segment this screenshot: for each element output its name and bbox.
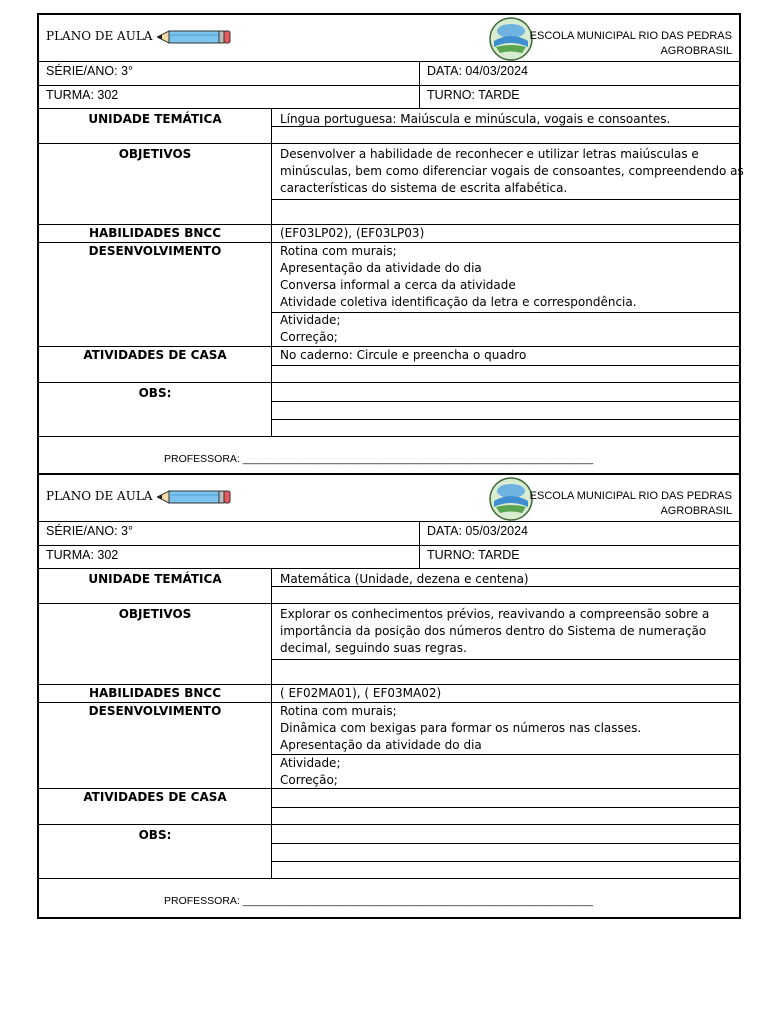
serie-field: SÉRIE/ANO: 3°: [46, 524, 133, 538]
professora-row: [39, 437, 739, 475]
school-logo: [488, 477, 534, 521]
serie-data-row: [39, 62, 739, 86]
habilidades-label: HABILIDADES BNCC: [88, 686, 222, 700]
desenvolvimento-line: Rotina com murais;: [280, 704, 397, 718]
plan-header: [39, 475, 739, 522]
objetivos-label: OBJETIVOS: [118, 607, 192, 621]
atividades-casa-text: [280, 789, 739, 806]
objetivos-value: [271, 604, 739, 684]
serie-data-row: [39, 522, 739, 546]
turma-field: TURMA: 302: [46, 88, 119, 102]
plan-title: PLANO DE AULA: [46, 489, 153, 503]
school-name-line2: AGROBRASIL: [660, 505, 732, 517]
objetivos-label: OBJETIVOS: [118, 147, 192, 161]
unidade-value: [271, 109, 739, 143]
atividades-casa-row: [39, 789, 739, 825]
unidade-label: UNIDADE TEMÁTICA: [88, 572, 222, 586]
pencil-icon: [157, 29, 231, 45]
objetivos-row: [39, 604, 739, 685]
unidade-value: [271, 569, 739, 603]
correcao-line: Correção;: [280, 773, 338, 787]
unidade-label: UNIDADE TEMÁTICA: [88, 112, 222, 126]
obs-label: OBS:: [138, 828, 172, 842]
atividades-casa-text: No caderno: Circule e preencha o quadro: [280, 348, 527, 362]
school-name-line2: AGROBRASIL: [660, 45, 732, 57]
atividades-casa-value: [271, 789, 739, 824]
atividades-casa-label: ATIVIDADES DE CASA: [83, 790, 227, 804]
atividade-line: Atividade;: [280, 313, 341, 327]
professora-signature-line: PROFESSORA: ____________________________________________________________: [164, 895, 594, 907]
date-field: DATA: 04/03/2024: [419, 62, 739, 85]
lesson-plan-1: [37, 13, 744, 477]
objetivos-line: Desenvolver a habilidade de reconhecer e utilizar letras maiúsculas e: [280, 147, 699, 161]
obs-lines: [271, 383, 739, 436]
unidade-text: Matemática (Unidade, dezena e centena): [280, 572, 529, 586]
school-name: [530, 29, 732, 59]
lesson-plan-2: [37, 473, 741, 919]
desenvolvimento-line: Apresentação da atividade do dia: [280, 261, 482, 275]
desenvolvimento-value: [271, 243, 739, 346]
turno-field: TURNO: TARDE: [419, 546, 739, 568]
desenvolvimento-line: Rotina com murais;: [280, 244, 397, 258]
turma-turno-row: [39, 546, 739, 569]
desenvolvimento-line: Dinâmica com bexigas para formar os números nas classes.: [280, 721, 642, 735]
habilidades-value: [271, 685, 739, 702]
serie-field: SÉRIE/ANO: 3°: [46, 64, 133, 78]
school-logo: [488, 17, 534, 61]
objetivos-line: importância da posição dos números dentro do Sistema de numeração: [280, 624, 707, 638]
school-name-line1: ESCOLA MUNICIPAL RIO DAS PEDRAS: [529, 490, 732, 502]
objetivos-line: Explorar os conhecimentos prévios, reavivando a compreensão sobre a: [280, 607, 710, 621]
atividade-line: Atividade;: [280, 756, 341, 770]
objetivos-line: minúsculas, bem como diferenciar vogais de consoantes, compreendendo as: [280, 164, 744, 178]
obs-row: [39, 825, 739, 879]
atividades-casa-value: [271, 347, 739, 382]
objetivos-value: [271, 144, 744, 224]
unidade-text: Língua portuguesa: Maiúscula e minúscula, vogais e consoantes.: [280, 112, 671, 126]
objetivos-line: características do sistema de escrita alfabética.: [280, 181, 568, 195]
desenvolvimento-row: [39, 703, 739, 789]
atividades-casa-row: [39, 347, 739, 383]
date-field: DATA: 05/03/2024: [419, 522, 739, 545]
turma-field: TURMA: 302: [46, 548, 119, 562]
objetivos-line: decimal, seguindo suas regras.: [280, 641, 467, 655]
plan-title: PLANO DE AULA: [46, 29, 153, 43]
school-name-line1: ESCOLA MUNICIPAL RIO DAS PEDRAS: [529, 30, 732, 42]
desenvolvimento-line: Apresentação da atividade do dia: [280, 738, 482, 752]
desenvolvimento-line: Atividade coletiva identificação da letra e correspondência.: [280, 295, 637, 309]
habilidades-value: [271, 225, 739, 242]
habilidades-text: ( EF02MA01), ( EF03MA02): [280, 686, 442, 700]
desenvolvimento-line: Conversa informal a cerca da atividade: [280, 278, 516, 292]
obs-row: [39, 383, 739, 437]
pencil-icon: [157, 489, 231, 505]
plan-header: [39, 15, 739, 62]
desenvolvimento-row: [39, 243, 739, 347]
school-name: [530, 489, 732, 519]
desenvolvimento-label: DESENVOLVIMENTO: [88, 244, 222, 258]
professora-row: [39, 879, 739, 917]
unidade-row: [39, 569, 739, 604]
habilidades-text: (EF03LP02), (EF03LP03): [280, 226, 425, 240]
habilidades-label: HABILIDADES BNCC: [88, 226, 222, 240]
atividades-casa-label: ATIVIDADES DE CASA: [83, 348, 227, 362]
obs-label: OBS:: [138, 386, 172, 400]
obs-lines: [271, 825, 739, 878]
habilidades-row: [39, 685, 739, 703]
desenvolvimento-value: [271, 703, 739, 788]
habilidades-row: [39, 225, 739, 243]
turma-turno-row: [39, 86, 739, 109]
professora-signature-line: PROFESSORA: ____________________________________________________________: [164, 453, 594, 465]
unidade-row: [39, 109, 739, 144]
objetivos-row: [39, 144, 744, 225]
turno-field: TURNO: TARDE: [419, 86, 739, 108]
correcao-line: Correção;: [280, 330, 338, 344]
desenvolvimento-label: DESENVOLVIMENTO: [88, 704, 222, 718]
